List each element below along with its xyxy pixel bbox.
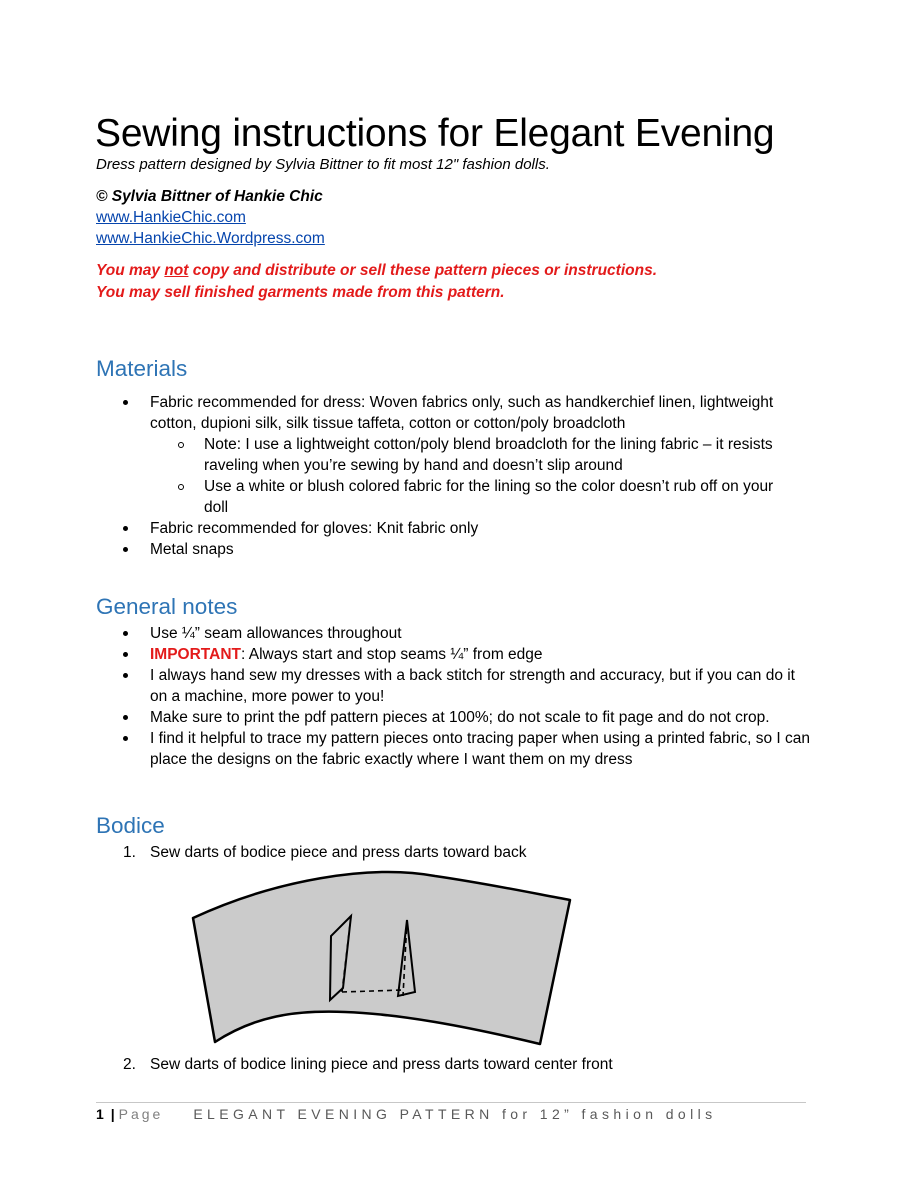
material-dress-fabric: Fabric recommended for dress: Woven fabrics only, such as handkerchief linen, lightweight cotton, dupioni silk, silk tissue taffeta, cotton or cotton/poly broadcloth bbox=[150, 394, 774, 432]
copy-warning-start: You may bbox=[96, 262, 165, 279]
list-item bbox=[0, 518, 810, 539]
materials-list bbox=[0, 392, 810, 560]
copyright-notice: © Sylvia Bittner of Hankie Chic bbox=[96, 188, 323, 205]
document-subtitle: Dress pattern designed by Sylvia Bittner to fit most 12" fashion dolls. bbox=[96, 156, 550, 173]
step-number: 2. bbox=[123, 1056, 136, 1073]
list-item bbox=[0, 623, 810, 644]
print-scale-note: Make sure to print the pdf pattern pieces at 100%; do not scale to fit page and do not crop. bbox=[150, 709, 770, 726]
list-item bbox=[0, 392, 810, 518]
step-number: 1. bbox=[123, 844, 136, 861]
step-text: Sew darts of bodice piece and press darts toward back bbox=[150, 844, 527, 861]
lining-note: Note: I use a lightweight cotton/poly blend broadcloth for the lining fabric – it resists raveling when you’re sewing by hand and doesn’t slip around bbox=[204, 436, 773, 474]
copy-warning bbox=[96, 262, 657, 280]
general-notes-heading: General notes bbox=[96, 594, 238, 619]
list-item bbox=[0, 707, 810, 728]
material-glove-fabric: Fabric recommended for gloves: Knit fabric only bbox=[150, 520, 479, 537]
materials-sublist bbox=[150, 434, 810, 518]
footer-document-title: ELEGANT EVENING PATTERN for 12” fashion dolls bbox=[193, 1106, 717, 1122]
hand-sewing-note: I always hand sew my dresses with a back stitch for strength and accuracy, but if you can do it on a machine, more power to you! bbox=[150, 667, 795, 705]
sell-permission: You may sell finished garments made from this pattern. bbox=[96, 284, 505, 301]
document-title: Sewing instructions for Elegant Evening bbox=[95, 112, 775, 155]
lining-color-note: Use a white or blush colored fabric for the lining so the color doesn’t rub off on your doll bbox=[204, 478, 774, 516]
page-label: Page bbox=[118, 1106, 164, 1122]
list-item bbox=[0, 539, 810, 560]
list-item bbox=[0, 728, 810, 770]
important-colon: : bbox=[240, 646, 249, 663]
tracing-paper-note: I find it helpful to trace my pattern pieces onto tracing paper when using a printed fabric, so I can place the designs on the fabric exactly where I want them on my dress bbox=[150, 730, 810, 768]
list-item bbox=[0, 842, 810, 863]
footer-separator: | bbox=[110, 1106, 115, 1122]
seam-start-stop-note: Always start and stop seams ¼” from edge bbox=[248, 646, 543, 663]
seam-allowance-note: Use ¼” seam allowances throughout bbox=[150, 625, 402, 642]
bodice-heading: Bodice bbox=[96, 813, 165, 838]
page-number: 1 bbox=[96, 1106, 104, 1122]
general-notes-list bbox=[0, 623, 810, 770]
website-link[interactable]: www.HankieChic.com bbox=[96, 209, 246, 226]
material-snaps: Metal snaps bbox=[150, 541, 234, 558]
list-item bbox=[0, 665, 810, 707]
bodice-dart-illustration bbox=[185, 868, 575, 1048]
list-item bbox=[150, 476, 800, 518]
bodice-piece-shape bbox=[193, 872, 570, 1044]
list-item bbox=[0, 644, 810, 665]
page-footer bbox=[96, 1106, 717, 1122]
important-label: IMPORTANT bbox=[150, 646, 241, 663]
bodice-steps-list-continued bbox=[0, 1054, 810, 1075]
step-text: Sew darts of bodice lining piece and press darts toward center front bbox=[150, 1056, 613, 1073]
copy-warning-end: copy and distribute or sell these pattern pieces or instructions. bbox=[188, 262, 658, 279]
copy-warning-not: not bbox=[164, 262, 189, 279]
bodice-steps-list bbox=[0, 842, 810, 863]
materials-heading: Materials bbox=[96, 356, 188, 381]
list-item bbox=[150, 434, 800, 476]
footer-divider bbox=[96, 1102, 806, 1103]
blog-link[interactable]: www.HankieChic.Wordpress.com bbox=[96, 230, 325, 247]
list-item bbox=[0, 1054, 810, 1075]
